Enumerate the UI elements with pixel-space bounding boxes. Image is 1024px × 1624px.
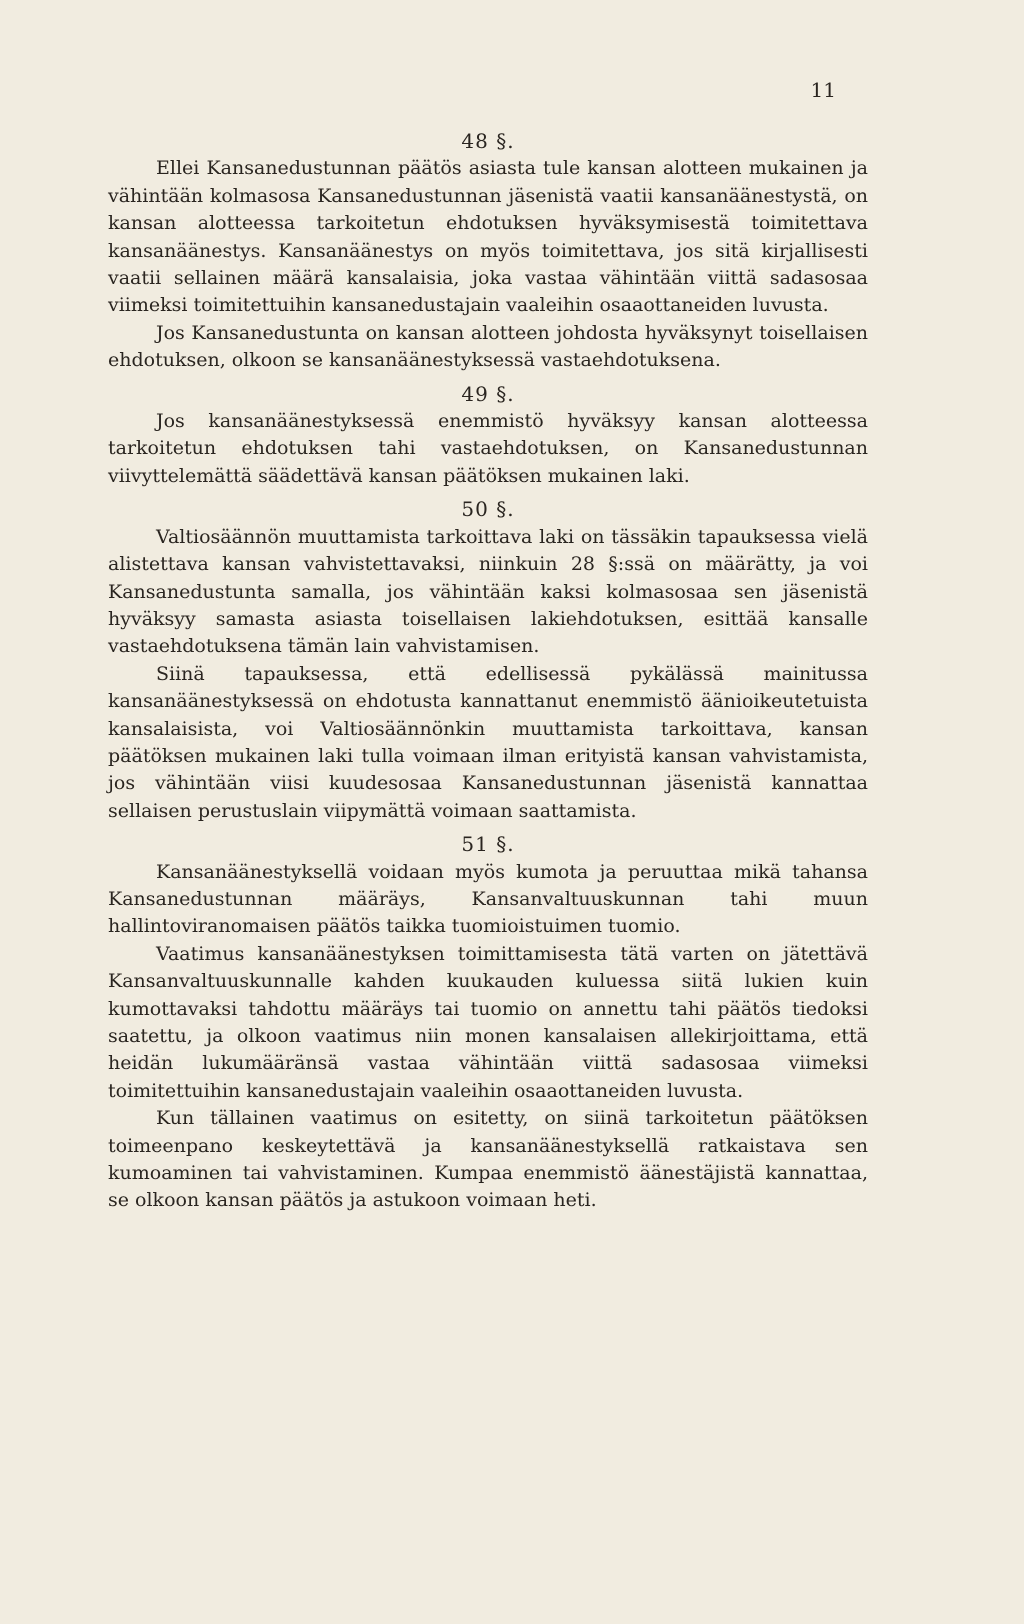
- section-heading: 49 §.: [461, 381, 515, 406]
- paragraph: Siinä tapauksessa, että edellisessä pykälässä mainitussa kansanäänestyksessä on ehdotusta kannattanut enemmistö äänioikeutetuista kansalaisista, voi Valtiosäännönkin muuttamista tarkoittava, kansan päätöksen mukainen laki tulla voimaan ilman erityistä kansan vahvistamista, jos vähintään viisi kuudesosaa Kansanedustunnan jäsenistä kannattaa sellaisen perustuslain viipymättä voimaan saattamista.: [108, 662, 868, 822]
- paragraph: Kansanäänestyksellä voidaan myös kumota ja peruuttaa mikä tahansa Kansanedustunnan määräys, Kansanvaltuuskunnan tahi muun hallintoviranomaisen päätös taikka tuomioistuimen tuomio.: [108, 860, 868, 938]
- section-51: [108, 831, 868, 1215]
- page-number: 11: [810, 78, 836, 102]
- section-48: [108, 128, 868, 375]
- paragraph: Ellei Kansanedustunnan päätös asiasta tule kansan alotteen mukainen ja vähintään kolmasosa Kansanedustunnan jäsenistä vaatii kansanäänestystä, on kansan alotteessa tarkoitetun ehdotuksen hyväksymisestä toimitettava kansanäänestys. Kansanäänestys on myös toimitettava, jos sitä kirjallisesti vaatii sellainen määrä kansalaisia, joka vastaa vähintään viittä sadasosaa viimeksi toimitettuihin kansanedustajain vaaleihin osaaottaneiden luvusta.: [108, 157, 868, 317]
- document-body: [108, 128, 868, 1215]
- paragraph: Jos Kansanedustunta on kansan alotteen johdosta hyväksynyt toisellaisen ehdotuksen, olkoon se kansanäänestyksessä vastaehdotuksena.: [108, 321, 868, 372]
- paragraph: Jos kansanäänestyksessä enemmistö hyväksyy kansan alotteessa tarkoitetun ehdotuksen tahi vastaehdotuksen, on Kansanedustunnan viivyttelemättä säädettävä kansan päätöksen mukainen laki.: [108, 410, 868, 487]
- section-heading: 50 §.: [461, 497, 515, 522]
- section-49: [108, 381, 868, 491]
- paragraph: Kun tällainen vaatimus on esitetty, on siinä tarkoitetun päätöksen toimeenpano keskeytettävä ja kansanäänestyksellä ratkaistava sen kumoaminen tai vahvistaminen. Kumpaa enemmistö äänestäjistä kannattaa, se olkoon kansan päätös ja astukoon voimaan heti.: [108, 1107, 868, 1212]
- section-heading: 48 §.: [461, 129, 515, 153]
- paragraph: Vaatimus kansanäänestyksen toimittamisesta tätä varten on jätettävä Kansanvaltuuskunnalle kahden kuukauden kuluessa siitä lukien kuin kumottavaksi tahdottu määräys tai tuomio on annettu tahi päätös tiedoksi saatettu, ja olkoon vaatimus niin monen kansalaisen allekirjoittama, että heidän lukumääränsä vastaa vähintään viittä sadasosaa viimeksi toimitettuihin kansanedustajain vaaleihin osaaottaneiden luvusta.: [108, 942, 868, 1102]
- paragraph: Valtiosäännön muuttamista tarkoittava laki on tässäkin tapauksessa vielä alistettava kansan vahvistettavaksi, niinkuin 28 §:ssä on määrätty, ja voi Kansanedustunta samalla, jos vähintään kaksi kolmasosaa sen jäsenistä hyväksyy samasta asiasta toisellaisen lakiehdotuksen, esittää kansalle vastaehdotuksena tämän lain vahvistamisen.: [108, 525, 868, 658]
- section-50: [108, 496, 868, 825]
- section-heading: 51 §.: [461, 832, 515, 857]
